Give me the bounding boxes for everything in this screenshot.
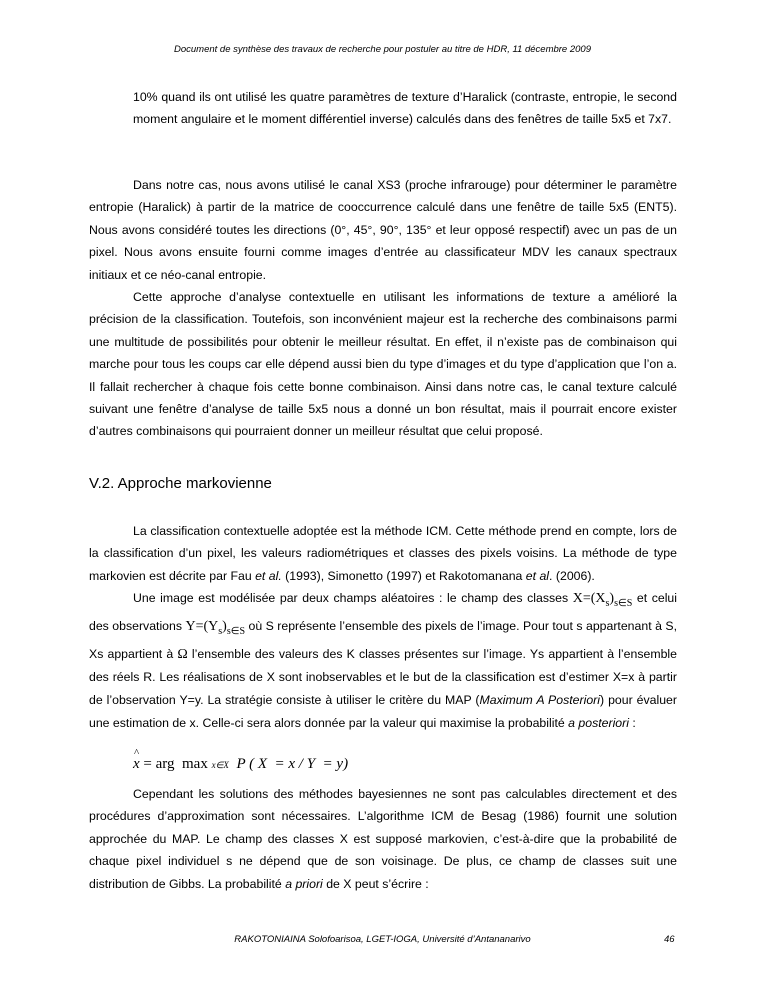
et-al-italic: et al: [525, 568, 550, 583]
text: l’ensemble des valeurs des K classes présentes sur l’image. Ys appartient à l’ensemble des réels R. Les réalisations de X sont inobservables et le but de la classification est d’estimer X=x à partir de l’observation Y=y. La stratégie consiste à utiliser le critère du MAP (: [89, 647, 677, 707]
text: :: [628, 716, 636, 730]
text: de X peut s’écrire :: [322, 876, 429, 891]
text: Une image est modélisée par deux champs aléatoires : le champ des classes: [133, 591, 573, 605]
text: et celui des observations: [89, 591, 677, 633]
map-italic: Maximum A Posteriori: [479, 693, 600, 707]
page-number: 46: [664, 934, 675, 945]
formula-xhat: ^ x: [133, 756, 140, 772]
section-title: V.2. Approche markovienne: [89, 475, 272, 492]
map-formula: [133, 756, 348, 773]
et-al-italic: et al.: [255, 568, 282, 583]
text: où S représente l’ensemble des pixels de l’image. Pour tout s appartenant à S, Xs appartient à: [89, 619, 677, 661]
paragraph-icm-method: [89, 520, 677, 587]
paragraph-contextual-analysis: Cette approche d’analyse contextuelle en utilisant les informations de texture a amélioré la précision de la classification. Toutefois, son inconvénient majeur est la recherche des combinaisons parmi une multitude de possibilités pour obtenir le meilleur résultat. En effet, il n’existe pas de combinaison qui marche pour tous les coups car elle dépend aussi bien du type d’images et du type d’application que l’on a. Il fallait rechercher à chaque fois cette bonne combinaison. Ainsi dans notre cas, le canal texture calculé suivant une fenêtre d’analyse de taille 5x5 nous a donné un bon résultat, mais il pourrait encore exister d’autres combinaisons qui pourraient donner un meilleur résultat que celui proposé.: [89, 290, 677, 439]
math-sub: s∈S: [226, 626, 246, 637]
omega-symbol: Ω: [177, 647, 188, 662]
paragraph-haralick-continued: 10% quand ils ont utilisé les quatre paramètres de texture d’Haralick (contraste, entropie, le second moment angulaire et le moment différentiel inverse) calculés dans des fenêtres de taille 5x5 et 7x7.: [133, 90, 677, 127]
paragraph-random-fields: [89, 587, 677, 735]
math-text: X=(X: [572, 591, 606, 606]
math-sub: s: [605, 598, 610, 609]
formula-rest: ( X = x / Y = y): [245, 756, 349, 772]
math-text: ): [222, 619, 227, 634]
paragraph-entropy-channel: Dans notre cas, nous avons utilisé le canal XS3 (proche infrarouge) pour déterminer le paramètre entropie (Haralick) à partir de la matrice de cooccurrence calculé dans une fenêtre de taille 5x5 (ENT5). Nous avons considéré toutes les directions (0°, 45°, 90°, 135° et leur opposé respectif) avec un pas de un pixel. Nous avons ensuite fourni comme images d’entrée au classificateur MDV les canaux spectraux initiaux et ce néo-canal entropie.: [89, 178, 677, 282]
math-sub: s: [218, 626, 223, 637]
page-header: Document de synthèse des travaux de recherche pour postuler au titre de HDR, 11 décembre 2009: [173, 44, 591, 55]
math-x-field: [572, 591, 633, 609]
text: . (2006).: [549, 568, 595, 583]
text: La classification contextuelle adoptée est la méthode ICM. Cette méthode prend en compte, lors de la classification d’un pixel, les valeurs radiométriques et classes des pixels voisins. La méthode de type markovien est décrite par Fau: [89, 524, 677, 583]
formula-argmax: = arg max: [139, 756, 212, 772]
text: (1993), Simonetto (1997) et Rakotomanana: [281, 568, 526, 583]
math-text: Y=(Y: [185, 619, 219, 634]
paragraph-icm-besag: [89, 783, 677, 895]
a-posteriori-italic: a posteriori: [568, 716, 629, 730]
formula-p: P: [236, 756, 246, 772]
text: Cependant les solutions des méthodes bayesiennes ne sont pas calculables directement et des procédures d’approximation sont nécessaires. L’algorithme ICM de Besag (1986) fournit une solution approchée du MAP. Le champ des classes X est supposé markovien, c’est-à-dire que la probabilité de chaque pixel individuel s ne dépend que de son voisinage. De plus, ce champ de classes suit une distribution de Gibbs. La probabilité: [89, 787, 677, 891]
math-sub: s∈S: [614, 598, 633, 609]
a-priori-italic: a priori: [285, 876, 323, 891]
footer-author: RAKOTONIAINA Solofoarisoa, LGET-IOGA, Université d’Antananarivo: [234, 934, 531, 945]
text: ) pour évaluer une estimation de x. Celle-ci sera alors donnée par la valeur qui maximise la probabilité: [89, 693, 677, 730]
formula-subscript: x∈X: [211, 760, 229, 770]
math-y-field: [185, 619, 246, 637]
math-text: ): [609, 591, 615, 606]
